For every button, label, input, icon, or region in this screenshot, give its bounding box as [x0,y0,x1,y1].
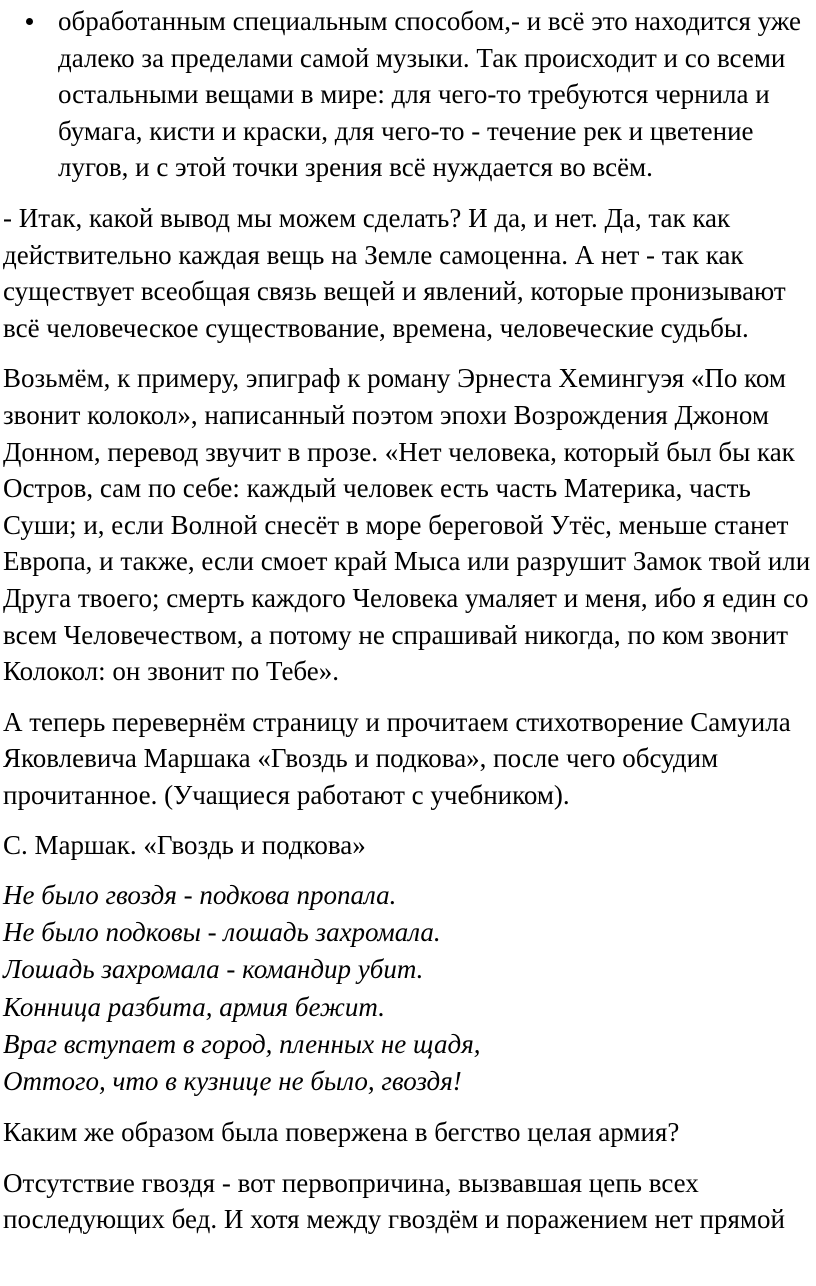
poem-line: Оттого, что в кузнице не было, гвоздя! [3,1066,462,1097]
poem-line: Конница разбита, армия бежит. [3,991,385,1022]
paragraph-question: Каким же образом была повержена в бегство целая армия? [3,1117,680,1148]
poem-line: Не было подковы - лошадь захромала. [3,917,441,948]
poem-block [3,877,816,1100]
paragraph-marshak-intro: А теперь перевернём страницу и прочитаем стихотворение Самуила Яковлевича Маршака «Гвоздь и подкова», после чего обсудим прочитанное. (Учащиеся работают с учебником). [3,706,791,810]
bullet-dot-icon [26,18,33,25]
poem-line: Враг вступает в город, пленных не щадя, [3,1028,481,1059]
poem-line: Лошадь захромала - командир убит. [3,954,424,985]
paragraph-conclusion: - Итак, какой вывод мы можем сделать? И да, и нет. Да, так как действительно каждая вещь на Земле самоценна. А нет - так как существует всеобщая связь вещей и явлений, которые пронизывают всё человеческое существование, времена, человеческие судьбы. [3,202,786,343]
paragraph-epigraph: Возьмём, к примеру, эпиграф к роману Эрнеста Хемингуэя «По ком звонит колокол», написанный поэтом эпохи Возрождения Джоном Донном, перевод звучит в прозе. «Нет человека, который был бы как Остров, сам по себе: каждый человек есть часть Материка, часть Суши; и, если Волной снесёт в море береговой Утёс, меньше станет Европа, и также, если смоет край Мыса или разрушит Замок твой или Друга твоего; смерть каждого Человека умаляет и меня, ибо я един со всем Человечеством, а потому не спрашивай никогда, по ком звонит Колокол: он звонит по Тебе». [3,363,811,687]
bullet-list-item [3,3,816,186]
paragraph-first-cause: Отсутствие гвоздя - вот первопричина, вызвавшая цепь всех последующих бед. И хотя между гвоздём и поражением нет прямой [3,1167,785,1235]
poem-title: С. Маршак. «Гвоздь и подкова» [3,830,366,861]
bullet-text: обработанным специальным способом,- и всё это находится уже далеко за пределами самой музыки. Так происходит и со всеми остальными вещами в мире: для чего-то требуются чернила и бумага, кисти и краски, для чего-то - течение рек и цветение лугов, и с этой точки зрения всё нуждается во всём. [58,6,802,183]
poem-line: Не было гвоздя - подкова пропала. [3,880,397,911]
